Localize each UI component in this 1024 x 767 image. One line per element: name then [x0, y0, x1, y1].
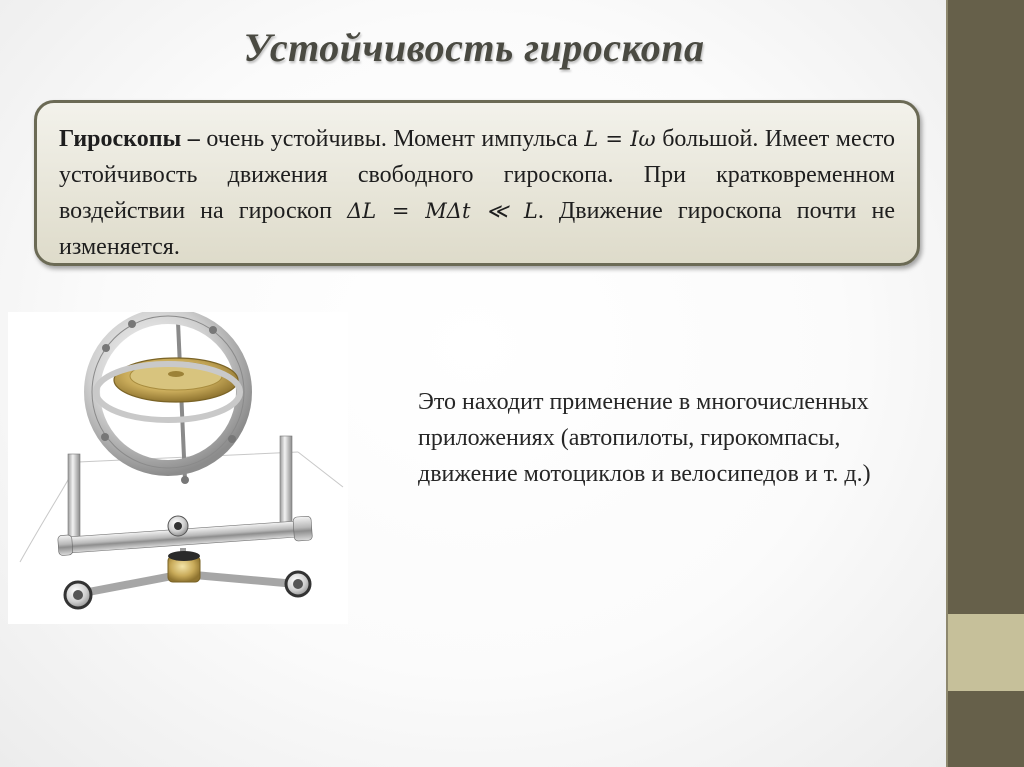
- definition-box: [34, 100, 920, 266]
- slide-title: Устойчивость гироскопа: [243, 25, 705, 70]
- application-text: Это находит применение в многочисленных приложениях (автопилоты, гирокомпасы, движение мотоциклов и велосипедов и т. д.): [418, 389, 871, 487]
- gyroscope-photo: [8, 312, 348, 624]
- definition-text-2: большой. Имеет место устойчивость движения свободного гироскопа. При кратковременном воздействии на гироскоп: [59, 126, 896, 224]
- formula-impulse: ΔL = MΔt ≪ L: [347, 199, 538, 223]
- definition-term: Гироскопы –: [59, 126, 200, 152]
- sidebar-accent-block: [948, 614, 1024, 691]
- formula-angular-momentum: L = Iω: [584, 127, 656, 151]
- gyroscope-illustration: [8, 312, 348, 624]
- definition-text-3: . Движение гироскопа почти не изменяется.: [59, 198, 895, 260]
- definition-text-1: очень устойчивы. Момент импульса: [199, 126, 585, 152]
